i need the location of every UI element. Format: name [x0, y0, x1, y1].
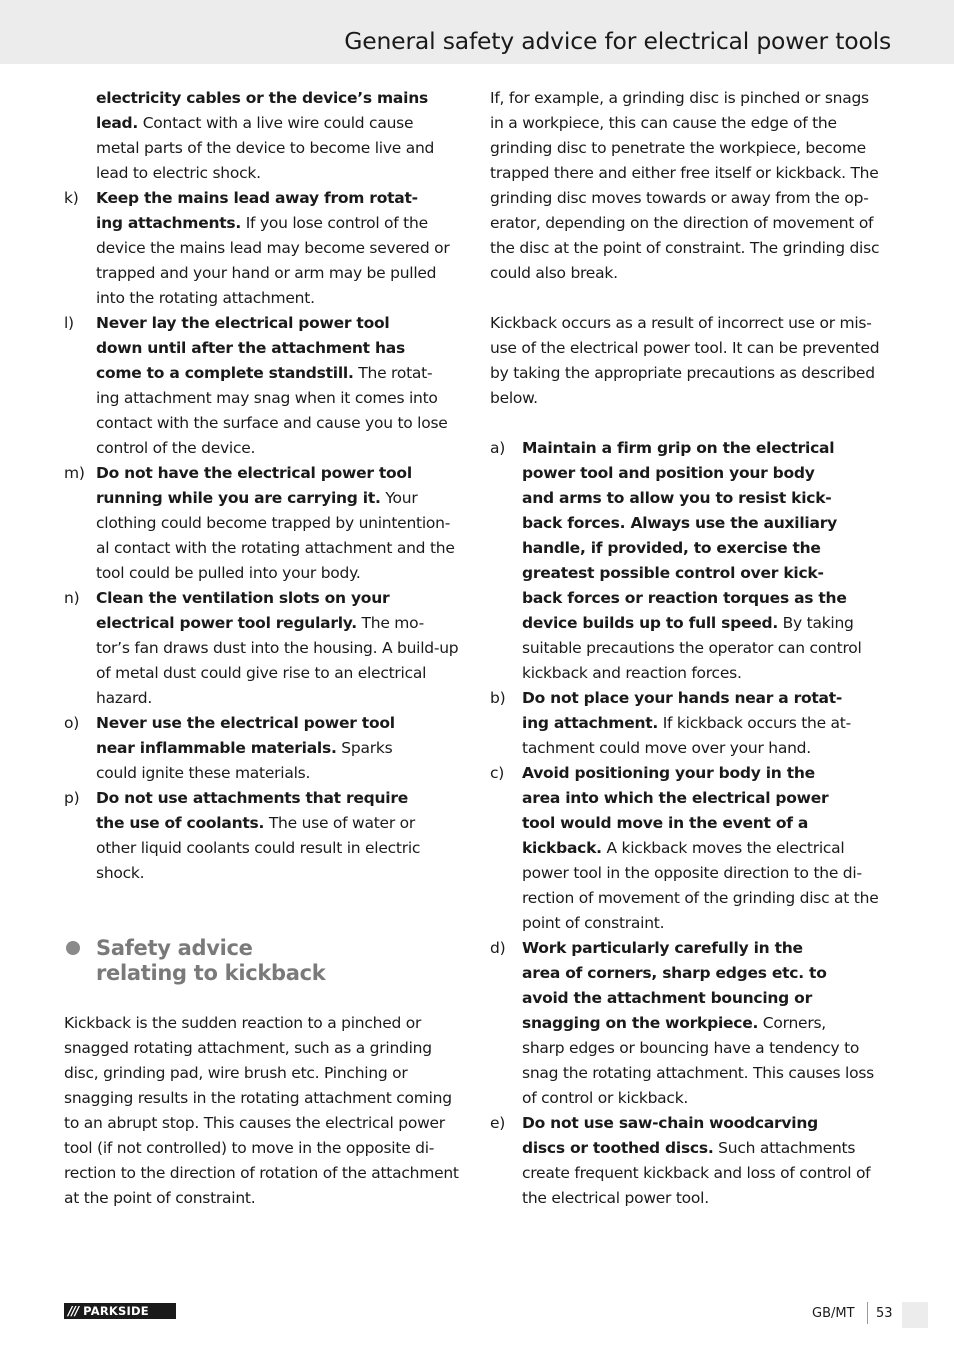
list-item	[490, 936, 892, 1111]
list-item-line	[96, 511, 466, 536]
list-item-line	[96, 236, 466, 261]
body-text: The rotat-	[353, 364, 433, 382]
list-item	[64, 586, 466, 711]
list-item-line	[96, 186, 466, 211]
right-column	[490, 86, 892, 1211]
bold-text: snagging on the workpiece.	[522, 1014, 759, 1032]
bold-text: and arms to allow you to resist kick-	[522, 489, 832, 507]
bold-text: ing attachments.	[96, 214, 242, 232]
list-item-line	[522, 486, 892, 511]
intro-bold-text: electricity cables or the device’s mains	[96, 89, 428, 107]
left-item-list	[64, 186, 466, 886]
body-text: control of the device.	[96, 439, 256, 457]
bold-text: device builds up to full speed.	[522, 614, 778, 632]
language-code: GB/MT	[812, 1306, 855, 1321]
list-item-line	[96, 361, 466, 386]
list-item-line	[522, 1136, 892, 1161]
body-text: al contact with the rotating attachment and the	[96, 539, 455, 557]
bold-text: Do not have the electrical power tool	[96, 464, 412, 482]
list-item-line	[96, 711, 466, 736]
paragraph-line: at the point of constraint.	[64, 1189, 256, 1207]
bold-text: discs or toothed discs.	[522, 1139, 714, 1157]
list-item	[64, 311, 466, 461]
list-item-line	[96, 386, 466, 411]
list-item	[490, 686, 892, 761]
body-text: By taking	[777, 614, 854, 632]
list-item-line	[522, 886, 892, 911]
body-text: The mo-	[356, 614, 425, 632]
bullet-icon	[66, 941, 80, 955]
list-item	[64, 186, 466, 311]
list-item-label: l)	[64, 314, 74, 332]
paragraph-line: erator, depending on the direction of movement of	[490, 214, 874, 232]
body-text: tachment could move over your hand.	[522, 739, 811, 757]
bold-text: Work particularly carefully in the	[522, 939, 803, 957]
bold-text: back forces. Always use the auxiliary	[522, 514, 837, 532]
paragraph-line: grinding disc moves towards or away from the op-	[490, 189, 869, 207]
list-item-line	[96, 811, 466, 836]
body-text: If you lose control of the	[241, 214, 428, 232]
list-item-label: a)	[490, 439, 506, 457]
list-item-line	[522, 661, 892, 686]
bold-text: handle, if provided, to exercise the	[522, 539, 821, 557]
list-item	[64, 461, 466, 586]
paragraph-line: Kickback occurs as a result of incorrect use or mis-	[490, 314, 872, 332]
list-item-line	[522, 1061, 892, 1086]
bold-text: Keep the mains lead away from rotat-	[96, 189, 418, 207]
paragraph-line: could also break.	[490, 264, 618, 282]
list-item-line	[96, 436, 466, 461]
list-item-line	[522, 811, 892, 836]
kickback-paragraph	[64, 1011, 466, 1211]
list-item-line	[96, 461, 466, 486]
body-text: of metal dust could give rise to an electrical	[96, 664, 427, 682]
prevention-paragraph	[490, 311, 892, 411]
bold-text: near inflammable materials.	[96, 739, 337, 757]
list-item-line	[522, 761, 892, 786]
logo-stripes: ///	[68, 1304, 79, 1318]
page-number: 53	[876, 1306, 893, 1321]
section-heading	[64, 936, 466, 986]
bold-text: Avoid positioning your body in the	[522, 764, 815, 782]
paragraph-line: in a workpiece, this can cause the edge of the	[490, 114, 837, 132]
list-item-line	[522, 861, 892, 886]
list-item-label: d)	[490, 939, 506, 957]
list-item-line	[522, 786, 892, 811]
list-item-line	[522, 1011, 892, 1036]
list-item	[490, 1111, 892, 1211]
list-item-line	[96, 336, 466, 361]
list-item-line	[96, 411, 466, 436]
list-item-label: p)	[64, 789, 80, 807]
list-item-line	[96, 661, 466, 686]
body-text: contact with the surface and cause you to lose	[96, 414, 448, 432]
list-item-line	[522, 911, 892, 936]
body-text: Your	[380, 489, 418, 507]
paragraph-line: trapped there and either free itself or kickback. The	[490, 164, 879, 182]
body-text: the electrical power tool.	[522, 1189, 709, 1207]
list-item-label: m)	[64, 464, 85, 482]
intro-bold-text: lead.	[96, 114, 139, 132]
body-text: into the rotating attachment.	[96, 289, 315, 307]
section-heading-line: Safety advice	[96, 936, 253, 960]
body-text: suitable precautions the operator can control	[522, 639, 862, 657]
paragraph-line: grinding disc to penetrate the workpiece, become	[490, 139, 866, 157]
bold-text: greatest possible control over kick-	[522, 564, 824, 582]
bold-text: area into which the electrical power	[522, 789, 829, 807]
list-item-line	[522, 836, 892, 861]
footer-tab	[902, 1302, 928, 1328]
list-item-line	[522, 1086, 892, 1111]
body-text: clothing could become trapped by unintention-	[96, 514, 451, 532]
page-title: General safety advice for electrical power tools	[344, 27, 891, 55]
body-text: could ignite these materials.	[96, 764, 311, 782]
list-item-line	[522, 1111, 892, 1136]
body-text: create frequent kickback and loss of control of	[522, 1164, 871, 1182]
paragraph-line: the disc at the point of constraint. The grinding disc	[490, 239, 880, 257]
list-item-label: c)	[490, 764, 505, 782]
body-text: power tool in the opposite direction to the di-	[522, 864, 862, 882]
bold-text: electrical power tool regularly.	[96, 614, 357, 632]
bold-text: tool would move in the event of a	[522, 814, 809, 832]
list-item-line	[522, 936, 892, 961]
list-item-line	[522, 461, 892, 486]
bold-text: Maintain a firm grip on the electrical	[522, 439, 835, 457]
list-item-line	[522, 711, 892, 736]
parkside-logo	[64, 1303, 176, 1319]
list-item-line	[522, 436, 892, 461]
list-item-line	[522, 1036, 892, 1061]
body-text: The use of water or	[264, 814, 415, 832]
list-item-label: k)	[64, 189, 79, 207]
intro-text: Contact with a live wire could cause	[138, 114, 414, 132]
grinding-disc-paragraph	[490, 86, 892, 286]
footer-divider	[867, 1302, 868, 1324]
paragraph-line: rection to the direction of rotation of the attachment	[64, 1164, 459, 1182]
bold-text: back forces or reaction torques as the	[522, 589, 847, 607]
intro-text: metal parts of the device to become live and	[96, 139, 435, 157]
list-item-label: e)	[490, 1114, 506, 1132]
list-item-line	[96, 486, 466, 511]
list-item-line	[96, 686, 466, 711]
bold-text: come to a complete standstill.	[96, 364, 354, 382]
body-text: tool could be pulled into your body.	[96, 564, 361, 582]
list-item-line	[522, 961, 892, 986]
body-text: kickback and reaction forces.	[522, 664, 742, 682]
list-item	[490, 761, 892, 936]
body-text: Corners,	[758, 1014, 826, 1032]
bold-text: avoid the attachment bouncing or	[522, 989, 812, 1007]
list-item-line	[96, 261, 466, 286]
list-item	[490, 436, 892, 686]
list-item	[64, 786, 466, 886]
paragraph-line: snagging results in the rotating attachment coming	[64, 1089, 452, 1107]
paragraph-line: to an abrupt stop. This causes the electrical power	[64, 1114, 445, 1132]
list-item-line	[96, 561, 466, 586]
header-band	[0, 0, 954, 64]
list-item-line	[522, 536, 892, 561]
list-item-line	[522, 611, 892, 636]
body-text: A kickback moves the electrical	[601, 839, 845, 857]
list-item-line	[96, 611, 466, 636]
right-item-list	[490, 436, 892, 1211]
paragraph-line: below.	[490, 389, 538, 407]
bold-text: Do not place your hands near a rotat-	[522, 689, 843, 707]
list-item-line	[96, 211, 466, 236]
logo-text: PARKSIDE	[83, 1304, 149, 1318]
body-text: of control or kickback.	[522, 1089, 689, 1107]
list-item-line	[522, 1186, 892, 1211]
body-text: rection of movement of the grinding disc at the	[522, 889, 879, 907]
list-item-line	[522, 511, 892, 536]
body-text: other liquid coolants could result in electric shock.	[96, 839, 421, 882]
bold-text: Do not use attachments that require	[96, 789, 408, 807]
list-item-line	[96, 586, 466, 611]
intro-continuation	[64, 86, 466, 186]
bold-text: Clean the ventilation slots on your	[96, 589, 390, 607]
list-item-line	[96, 786, 466, 811]
list-item-label: b)	[490, 689, 506, 707]
list-item-line	[522, 736, 892, 761]
bold-text: running while you are carrying it.	[96, 489, 381, 507]
bold-text: the use of coolants.	[96, 814, 265, 832]
paragraph-line: use of the electrical power tool. It can be prevented	[490, 339, 880, 357]
list-item-line	[96, 761, 466, 786]
paragraph-line: If, for example, a grinding disc is pinched or snags	[490, 89, 869, 107]
bold-text: power tool and position your body	[522, 464, 815, 482]
list-item-line	[96, 636, 466, 661]
bold-text: down until after the attachment has	[96, 339, 405, 357]
body-text: device the mains lead may become severed or	[96, 239, 450, 257]
list-item-label: n)	[64, 589, 80, 607]
list-item-line	[522, 561, 892, 586]
bold-text: kickback.	[522, 839, 602, 857]
body-text: Sparks	[336, 739, 393, 757]
body-text: snag the rotating attachment. This causes loss	[522, 1064, 874, 1082]
bold-text: area of corners, sharp edges etc. to	[522, 964, 827, 982]
body-text: tor’s fan draws dust into the housing. A build-up	[96, 639, 459, 657]
body-text: ing attachment may snag when it comes into	[96, 389, 438, 407]
intro-text: lead to electric shock.	[96, 164, 261, 182]
paragraph-line: disc, grinding pad, wire brush etc. Pinching or	[64, 1064, 408, 1082]
list-item-line	[96, 836, 466, 886]
paragraph-line: snagged rotating attachment, such as a grinding	[64, 1039, 432, 1057]
list-item-line	[522, 636, 892, 661]
body-text: hazard.	[96, 689, 153, 707]
body-text: trapped and your hand or arm may be pulled	[96, 264, 437, 282]
list-item-line	[522, 586, 892, 611]
list-item-line	[522, 986, 892, 1011]
body-text: point of constraint.	[522, 914, 665, 932]
list-item	[64, 711, 466, 786]
list-item-line	[96, 286, 466, 311]
list-item-label: o)	[64, 714, 80, 732]
left-column	[64, 86, 466, 1211]
list-item-line	[522, 1161, 892, 1186]
bold-text: Do not use saw-chain woodcarving	[522, 1114, 818, 1132]
paragraph-line: Kickback is the sudden reaction to a pinched or	[64, 1014, 422, 1032]
paragraph-line: tool (if not controlled) to move in the opposite di-	[64, 1139, 435, 1157]
body-text: Such attachments	[713, 1139, 856, 1157]
list-item-line	[522, 686, 892, 711]
bold-text: ing attachment.	[522, 714, 659, 732]
list-item-line	[96, 736, 466, 761]
section-heading-line: relating to kickback	[96, 961, 326, 985]
list-item-line	[96, 311, 466, 336]
paragraph-line: by taking the appropriate precautions as described	[490, 364, 875, 382]
list-item-line	[96, 536, 466, 561]
bold-text: Never lay the electrical power tool	[96, 314, 390, 332]
bold-text: Never use the electrical power tool	[96, 714, 395, 732]
body-text: If kickback occurs the at-	[658, 714, 851, 732]
body-text: sharp edges or bouncing have a tendency to	[522, 1039, 860, 1057]
